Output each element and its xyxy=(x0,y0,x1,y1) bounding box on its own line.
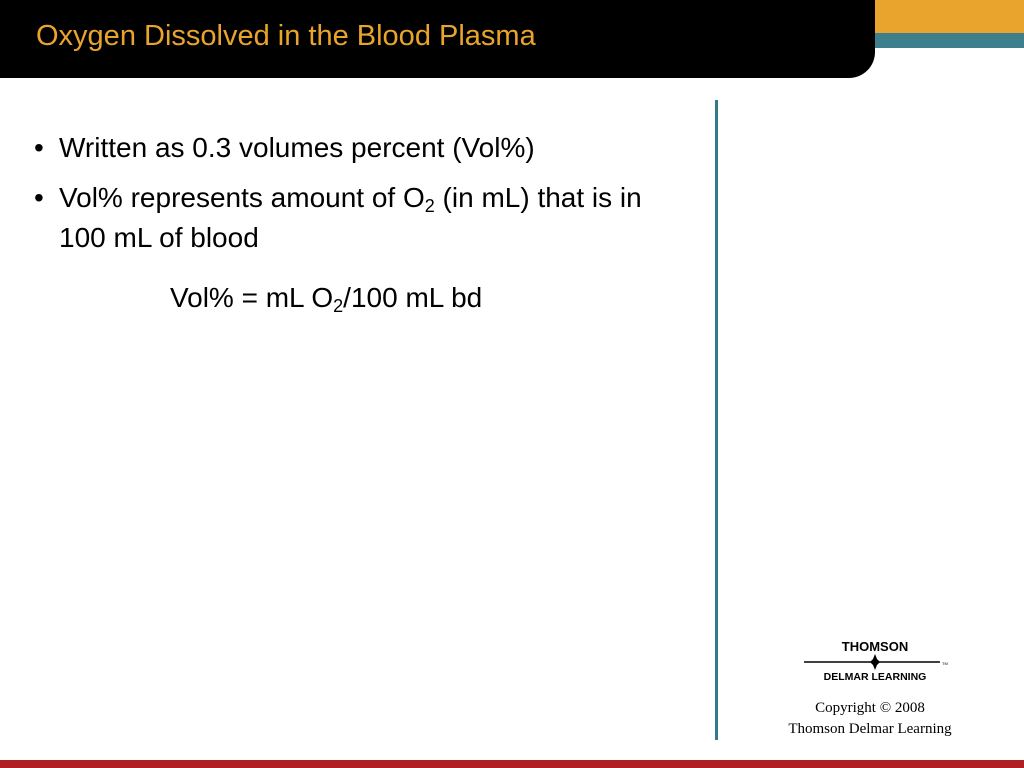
subscript: 2 xyxy=(424,196,435,216)
bullet-marker: • xyxy=(34,132,44,163)
copyright-line1: Copyright © 2008 xyxy=(815,700,925,716)
accent-bar-teal xyxy=(875,33,1024,48)
thomson-delmar-logo xyxy=(800,638,950,684)
bullet-text: Written as 0.3 volumes percent (Vol%) xyxy=(59,132,535,163)
star-icon xyxy=(870,654,880,670)
bullet-text-end: (in mL) that is in 100 mL of blood xyxy=(59,182,642,253)
copyright-notice xyxy=(764,698,976,740)
formula-start: Vol% = mL O xyxy=(170,282,334,313)
bullet-marker: • xyxy=(34,182,44,213)
bullet-list xyxy=(30,128,670,268)
vertical-divider xyxy=(715,100,718,740)
title-bar xyxy=(0,0,875,78)
bullet-item xyxy=(30,128,670,168)
logo-line2: DELMAR LEARNING xyxy=(823,671,927,683)
copyright-line2: Thomson Delmar Learning xyxy=(788,721,952,737)
bullet-text-start: Vol% represents amount of O xyxy=(59,182,425,213)
logo-trademark: TM xyxy=(942,661,948,666)
logo-line1: THOMSON xyxy=(841,639,909,654)
formula xyxy=(170,282,482,314)
slide-title: Oxygen Dissolved in the Blood Plasma xyxy=(36,20,536,52)
footer-bar xyxy=(0,760,1024,768)
accent-bar-orange xyxy=(875,0,1024,33)
formula-end: /100 mL bd xyxy=(343,282,483,313)
bullet-item xyxy=(30,178,670,258)
formula-subscript: 2 xyxy=(333,296,344,316)
